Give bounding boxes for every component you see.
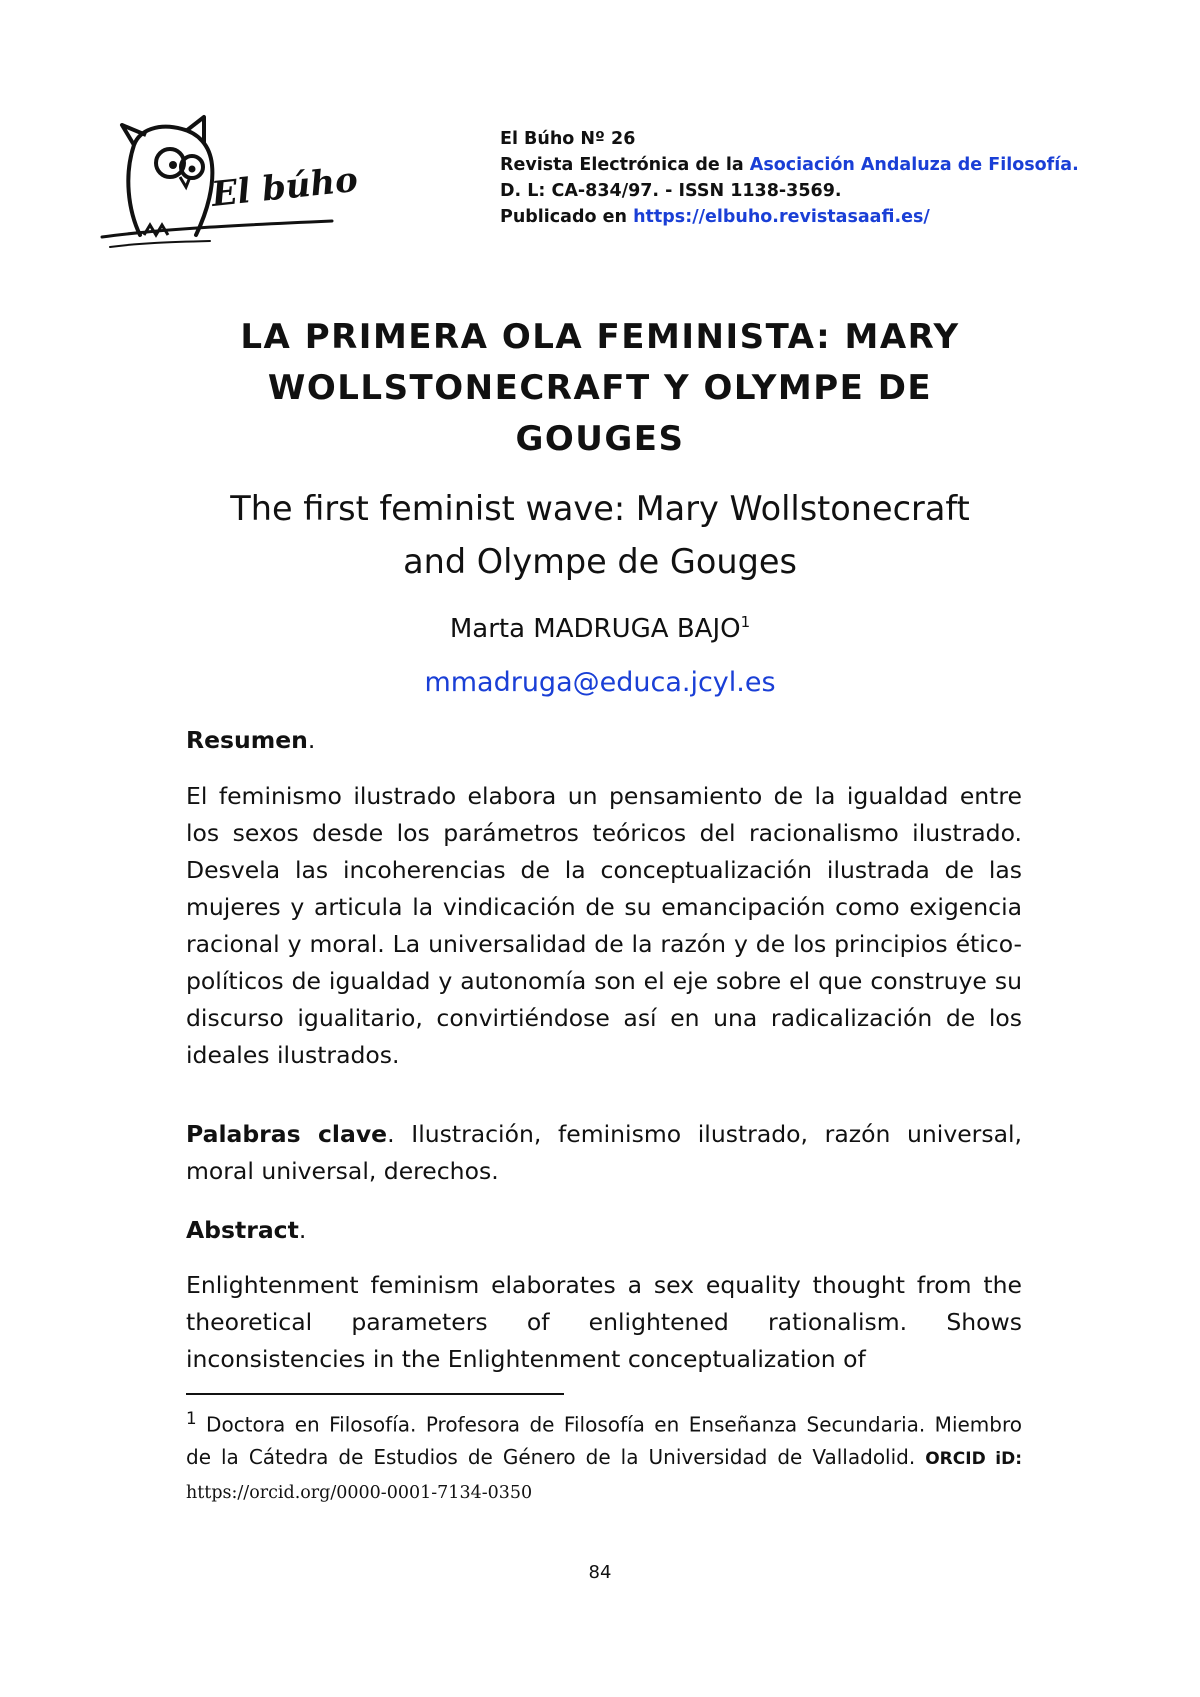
- keywords-heading-punct: .: [387, 1120, 395, 1148]
- footnote-1: [186, 1403, 1022, 1509]
- legal-deposit-issn: D. L: CA-834/97. - ISSN 1138-3569.: [500, 181, 842, 201]
- journal-url-link[interactable]: https://elbuho.revistasaafi.es/: [633, 207, 930, 227]
- keywords-heading: Palabras clave: [186, 1120, 388, 1148]
- journal-issue: El Búho Nº 26: [500, 129, 636, 149]
- article-title-line-1: LA PRIMERA OLA FEMINISTA: MARY: [240, 317, 960, 357]
- orcid-link[interactable]: https://orcid.org/0000-0001-7134-0350: [186, 1482, 533, 1503]
- footnote-separator: [186, 1393, 564, 1395]
- abstract-body: Enlightenment feminism elaborates a sex equality thought from the theoretical parameters of enlightened rationalism. Shows inconsistencies in the Enlightenment conceptualization of: [186, 1271, 1022, 1373]
- association-link[interactable]: Asociación Andaluza de Filosofía.: [749, 155, 1079, 175]
- resumen-body: El feminismo ilustrado elabora un pensamiento de la igualdad entre los sexos desde los parámetros teóricos del racionalismo ilustrado. Desvela las incoherencias de la conceptualización ilustrada de las mujeres y articula la vindicación de su emancipación como exigencia racional y moral. La universalidad de la razón y de los principios ético-políticos de igualdad y autonomía son el eje sobre el que construye su discurso igualitario, convirtiéndose así en una radicalización de los ideales ilustrados.: [186, 782, 1022, 1069]
- article-subtitle-line-2: and Olympe de Gouges: [403, 542, 797, 581]
- abstract-heading-block: [186, 1212, 1022, 1249]
- published-line: [500, 204, 1140, 230]
- journal-header: [500, 126, 1140, 230]
- article-subtitle-line-1: The first feminist wave: Mary Wollstonecraft: [230, 489, 970, 528]
- keywords-body: Ilustración, feminismo ilustrado, razón universal, moral universal, derechos.: [186, 1120, 1022, 1185]
- article-subtitle: [150, 482, 1050, 588]
- author-line: [150, 605, 1050, 646]
- journal-name-prefix: Revista Electrónica de la: [500, 155, 750, 175]
- article-title-line-3: GOUGES: [515, 419, 685, 459]
- article-title: [150, 312, 1050, 465]
- resumen-heading-block: [186, 722, 1022, 759]
- resumen-heading: Resumen: [186, 726, 308, 754]
- article-title-line-2: WOLLSTONECRAFT Y OLYMPE DE: [267, 368, 933, 408]
- keywords-block: [186, 1116, 1022, 1190]
- abstract-heading: Abstract: [186, 1216, 299, 1244]
- published-prefix: Publicado en: [500, 207, 634, 227]
- logo-lettering: El búho: [209, 159, 360, 215]
- author-footnote-mark: 1: [740, 613, 751, 631]
- footnote-text: Doctora en Filosofía. Profesora de Filosofía en Enseñanza Secundaria. Miembro de la Cátedra de Estudios de Género de la Universidad de Valladolid.: [186, 1412, 1022, 1469]
- author-email-link[interactable]: mmadruga@educa.jcyl.es: [424, 667, 776, 698]
- footnote-mark: 1: [186, 1409, 197, 1428]
- orcid-label: ORCID iD:: [925, 1448, 1022, 1469]
- page-number: 84: [588, 1562, 612, 1583]
- journal-name-line: [500, 152, 1140, 178]
- resumen-heading-punct: .: [307, 726, 316, 754]
- abstract-heading-punct: .: [298, 1216, 307, 1244]
- author-name: Marta MADRUGA BAJO: [449, 614, 741, 644]
- el-buho-owl-logo: [100, 115, 360, 265]
